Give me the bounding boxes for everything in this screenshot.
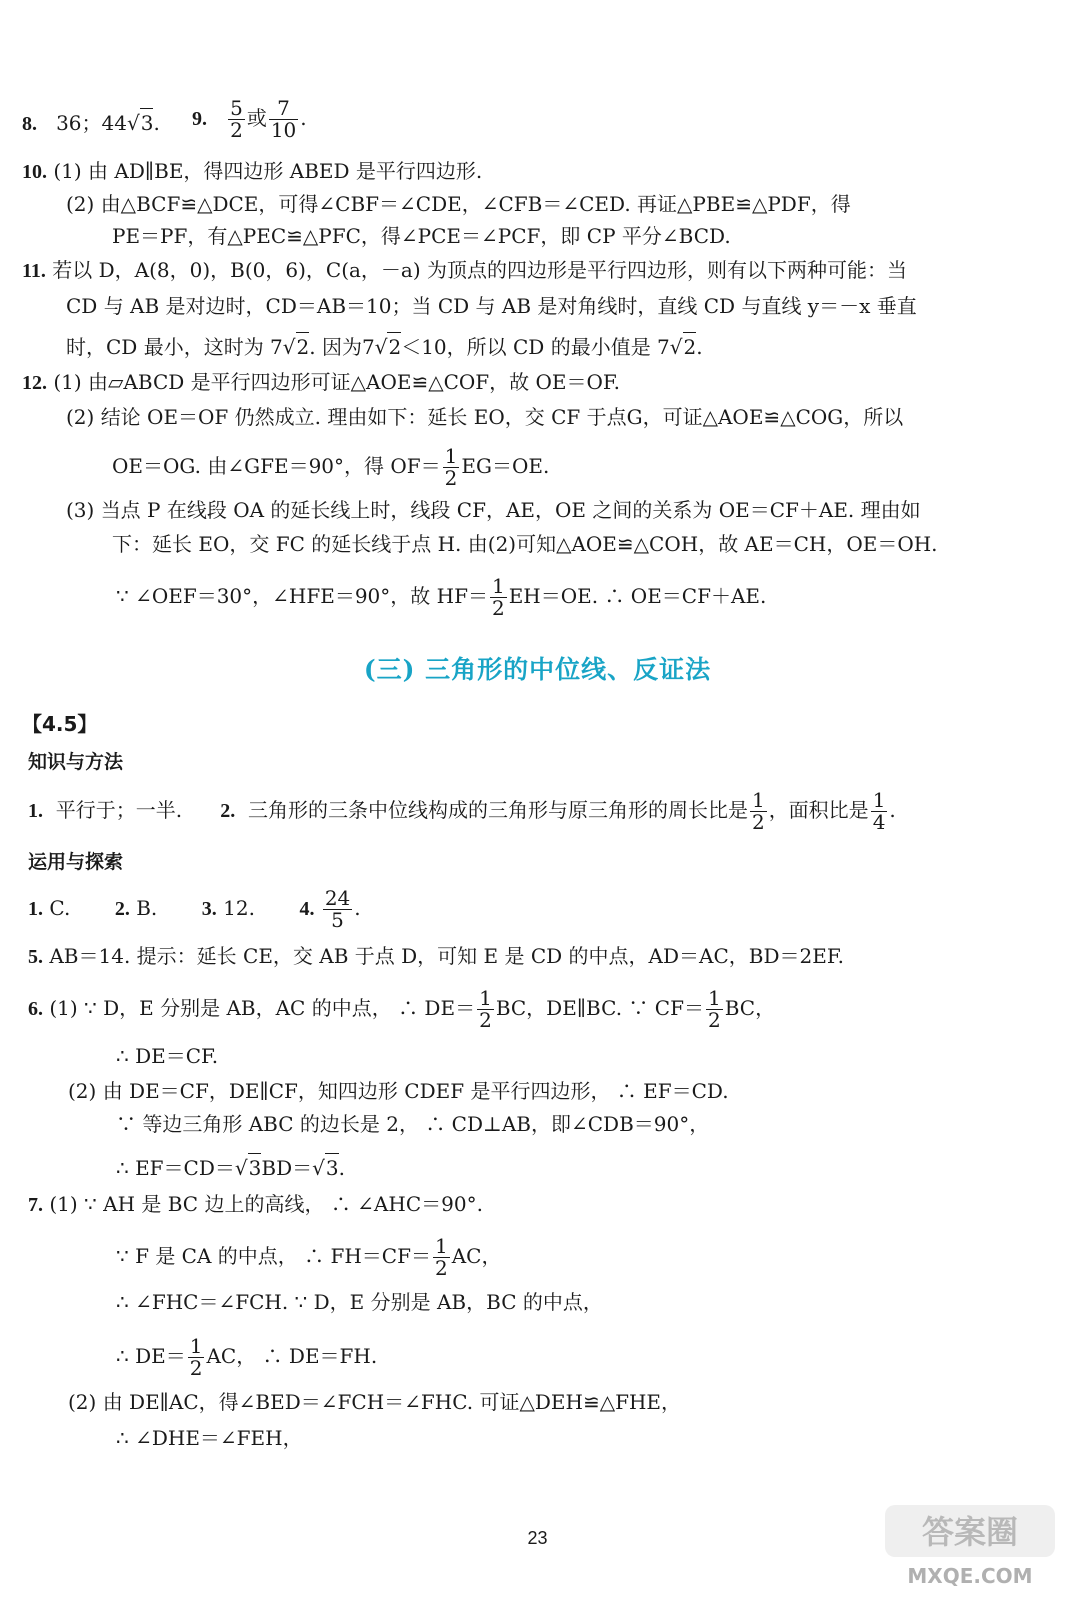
apply-answer-7-1b: ∵ F 是 CA 的中点， ∴ FH＝CF＝ $\frac{1}{2}$ AC， — [116, 1234, 502, 1280]
answer-11c: 时，CD 最小，这时为 7√2. 因为7√2＜10，所以 CD 的最小值是 7√2. — [66, 332, 703, 361]
answer-10-2a: (2) 由△BCF≌△DCE，可得∠CBF＝∠CDE，∠CFB＝∠CED. 再证△PBE≌△PDF，得 — [66, 192, 851, 216]
answer-12-2b: OE＝OG. 由∠GFE＝90°，得 OF＝ $\frac{1}{2}$ EG＝OE. — [112, 444, 550, 490]
answer-12-3c: ∵ ∠OEF＝30°，∠HFE＝90°，故 HF＝ $\frac{1}{2}$ EH＝OE. ∴ OE＝CF＋AE. — [116, 574, 767, 620]
knowledge-answers: 1. 平行于；一半. 2. 三角形的三条中位线构成的三角形与原三角形的周长比是 $\frac{1}{2}$ ，面积比是 $\frac{1}{4}$ . — [28, 788, 896, 834]
apply-answers-1-4: 1. C. 2. B. 3. 12. 4. $\frac{24}{5}$ . — [28, 886, 361, 932]
answer-12-2a: (2) 结论 OE＝OF 仍然成立. 理由如下：延长 EO，交 CF 于点G，可证△AOE≌△COG，所以 — [66, 405, 904, 429]
apply-answer-7-1c: ∴ ∠FHC＝∠FCH. ∵ D，E 分别是 AB，BC 的中点， — [116, 1290, 603, 1314]
svg-text:答案圈: 答案圈 — [921, 1513, 1019, 1551]
answer-8: 8. 36；44√3. — [22, 108, 160, 138]
svg-text:MXQE.COM: MXQE.COM — [907, 1564, 1033, 1588]
apply-answer-6-2b: ∵ 等边三角形 ABC 的边长是 2， ∴ CD⊥AB，即∠CDB＝90°， — [116, 1112, 710, 1136]
apply-answer-7-1d: ∴ DE＝ $\frac{1}{2}$ AC， ∴ DE＝FH. — [116, 1334, 378, 1380]
fraction: $\frac{5}{2}$ — [230, 96, 243, 142]
apply-answer-5: 5. AB＝14. 提示：延长 CE，交 AB 于点 D，可知 E 是 CD 的中点，AD＝AC，BD＝2EF. — [28, 944, 844, 968]
answer-9: 9. $\frac{5}{2}$ 或 $\frac{7}{10}$ . — [192, 96, 307, 142]
section-tag: 【4.5】 — [22, 712, 98, 736]
apply-answer-6-2a: (2) 由 DE＝CF，DE∥CF，知四边形 CDEF 是平行四边形， ∴ EF＝CD. — [68, 1079, 729, 1103]
apply-answer-7-1a: 7. (1) ∵ AH 是 BC 边上的高线， ∴ ∠AHC＝90°. — [28, 1192, 483, 1216]
section-title: (三) 三角形的中位线、反证法 — [363, 655, 712, 684]
apply-answer-6-2c: ∴ EF＝CD＝√3BD＝√3. — [116, 1153, 345, 1182]
heading-apply-explore: 运用与探索 — [28, 851, 124, 873]
apply-answer-6-1e: ∴ DE＝CF. — [116, 1044, 219, 1068]
apply-answer-6-1: 6. (1) ∵ D，E 分别是 AB，AC 的中点， ∴ DE＝ $\frac{1}{2}$ BC，DE∥BC. ∵ CF＝ $\frac{1}{2}$ BC， — [28, 986, 776, 1032]
sqrt: √3 — [127, 108, 153, 137]
answer-12-1: 12. (1) 由▱ABCD 是平行四边形可证△AOE≌△COF，故 OE＝OF. — [22, 370, 621, 394]
answer-11b: CD 与 AB 是对边时，CD＝AB＝10；当 CD 与 AB 是对角线时，直线 CD 与直线 y＝－x 垂直 — [66, 294, 917, 318]
fraction: $\frac{7}{10}$ — [270, 96, 297, 142]
page-number: 23 — [527, 1528, 548, 1548]
heading-knowledge-method: 知识与方法 — [28, 751, 124, 773]
answer-11a: 11. 若以 D，A(8，0)，B(0，6)，C(a，－a) 为顶点的四边形是平行四边形，则有以下两种可能：当 — [22, 258, 908, 282]
apply-answer-7-2b: ∴ ∠DHE＝∠FEH， — [116, 1426, 303, 1450]
answer-12-3b: 下：延长 EO，交 FC 的延长线于点 H. 由(2)可知△AOE≌△COH，故 AE＝CH，OE＝OH. — [112, 532, 938, 556]
watermark-logo — [875, 1495, 1065, 1595]
apply-answer-7-2a: (2) 由 DE∥AC，得∠BED＝∠FCH＝∠FHC. 可证△DEH≌△FHE， — [68, 1390, 682, 1414]
answer-12-3a: (3) 当点 P 在线段 OA 的延长线上时，线段 CF，AE，OE 之间的关系为 OE＝CF＋AE. 理由如 — [66, 498, 921, 522]
answer-10-1: 10. (1) 由 AD∥BE，得四边形 ABED 是平行四边形. — [22, 159, 483, 183]
answer-10-2b: PE＝PF，有△PEC≌△PFC，得∠PCE＝∠PCF，即 CP 平分∠BCD. — [112, 224, 731, 248]
